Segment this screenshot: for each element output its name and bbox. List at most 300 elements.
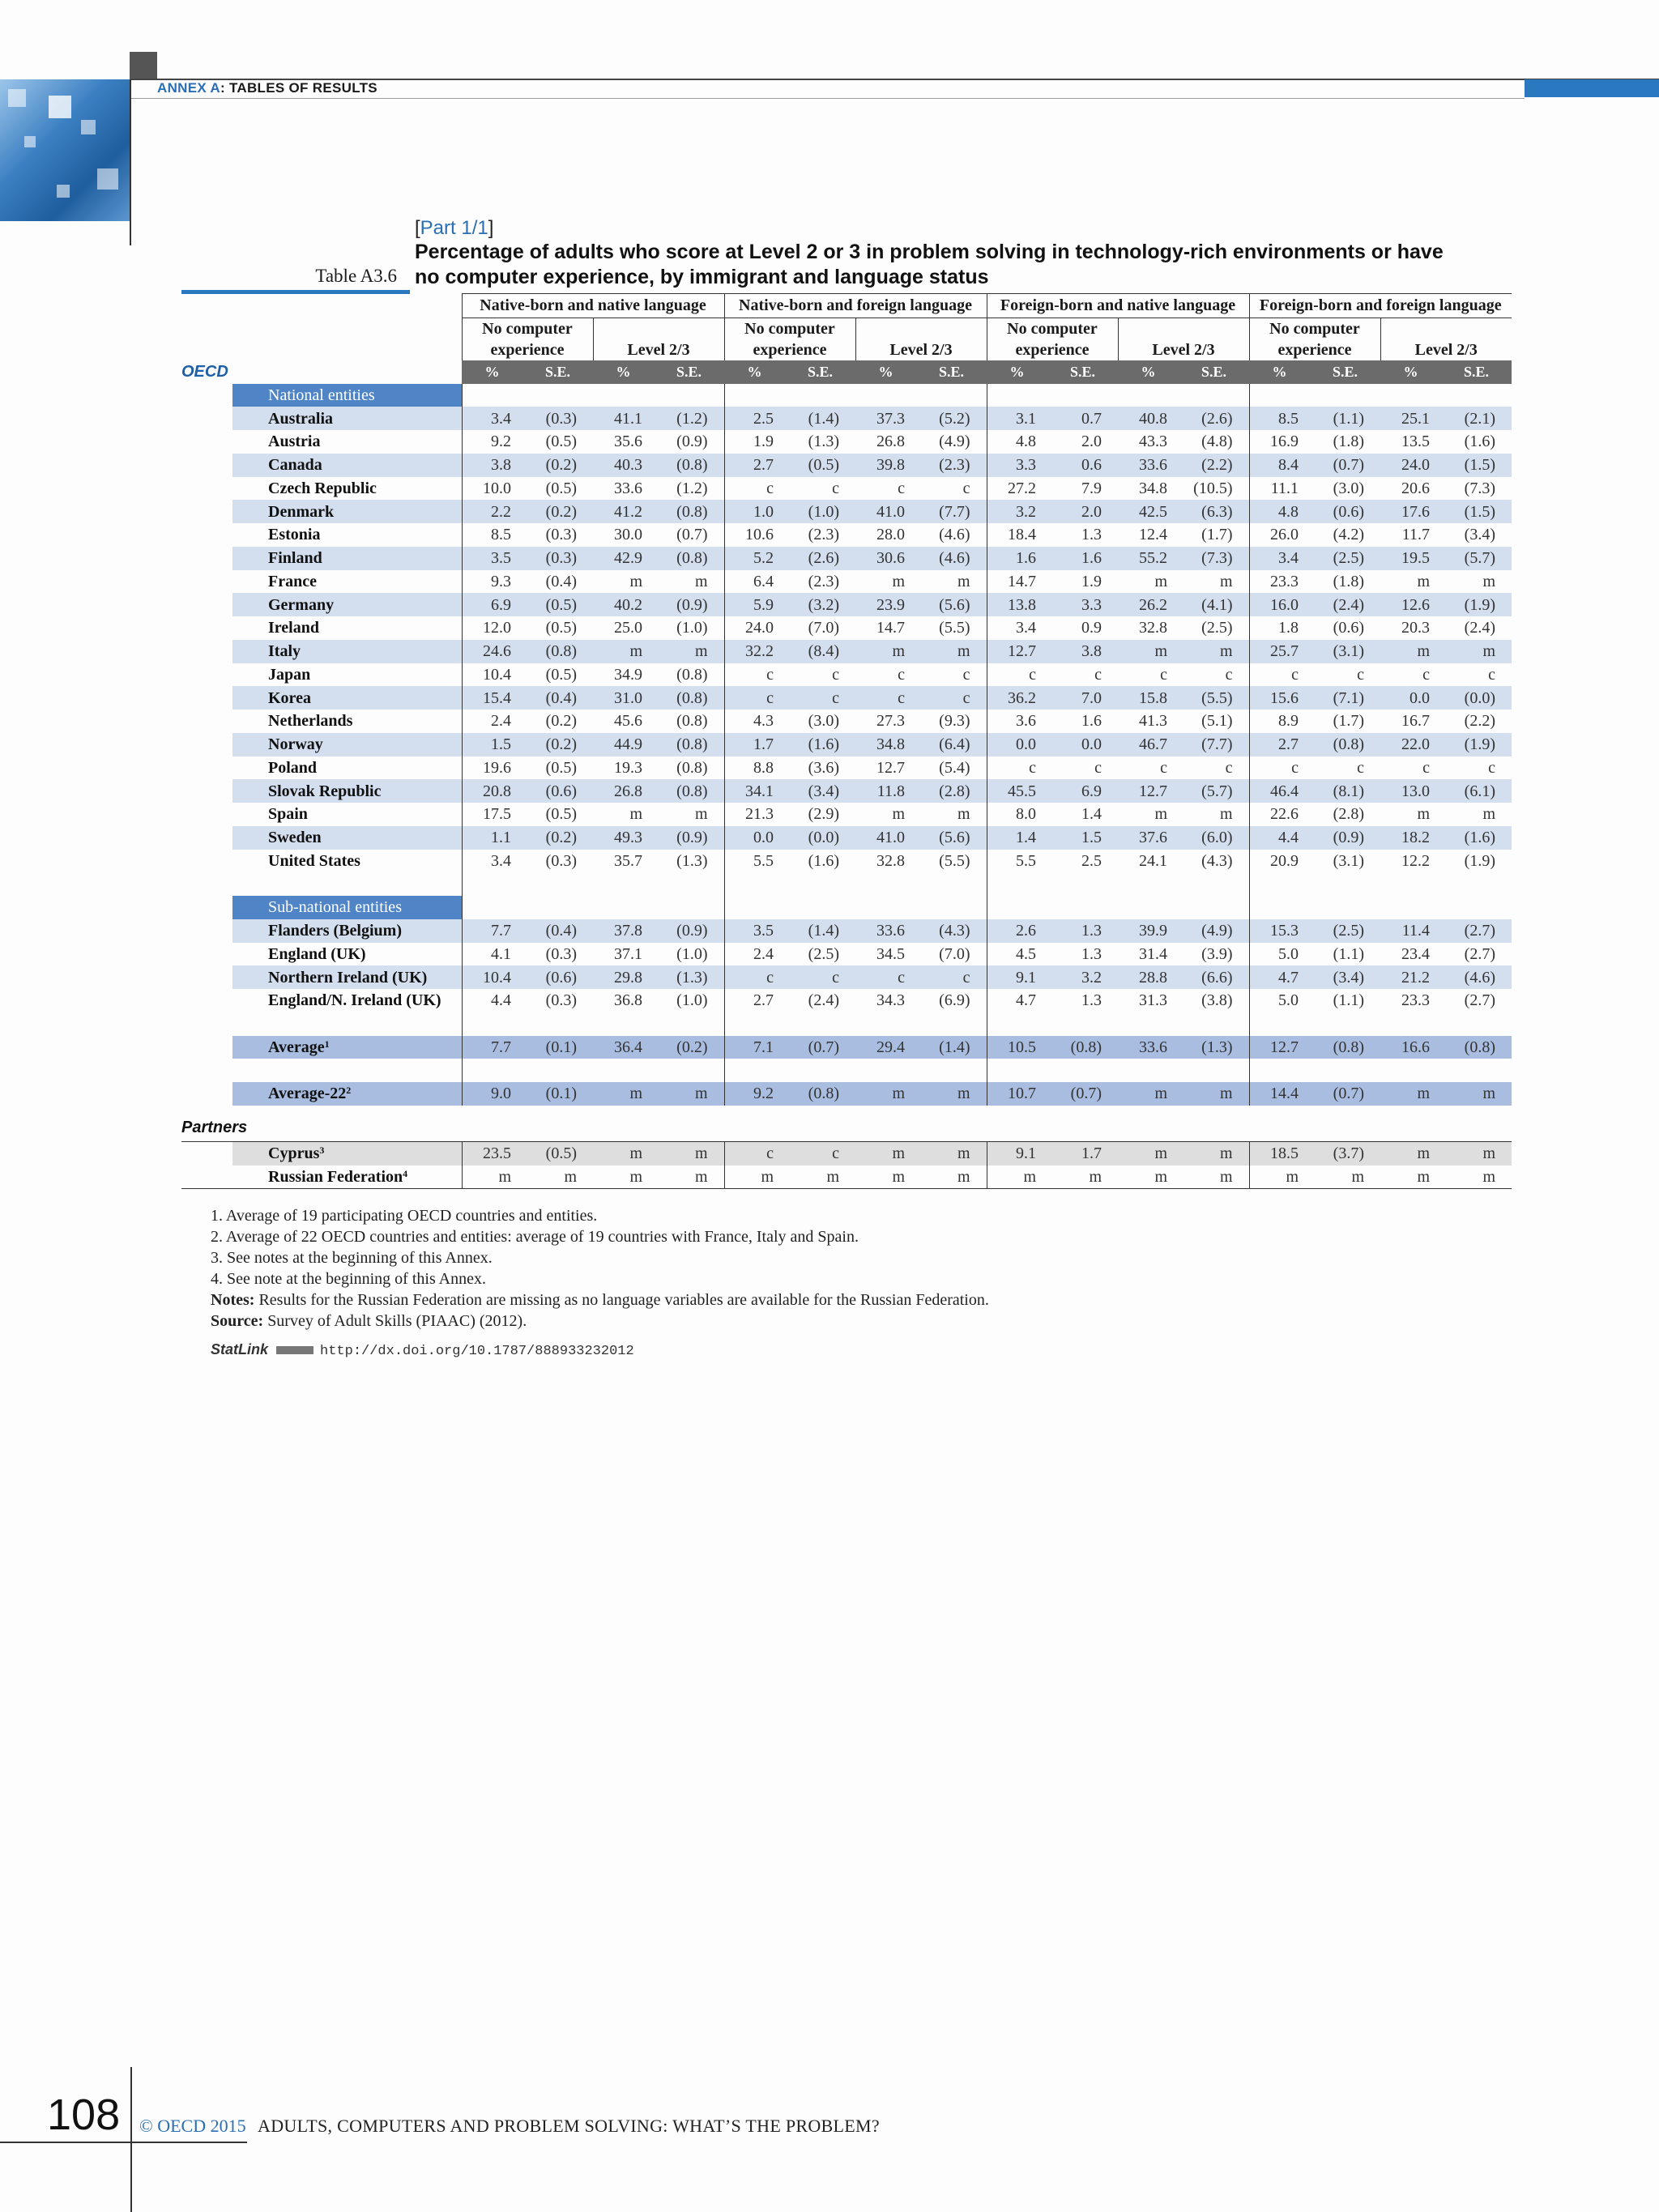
table-cell: m <box>593 1141 654 1165</box>
table-cell: m <box>1380 1082 1441 1106</box>
table-cell: 22.6 <box>1249 803 1310 826</box>
table-cell: 9.1 <box>987 1141 1047 1165</box>
table-cell: 23.5 <box>462 1141 522 1165</box>
table-row <box>181 640 1512 663</box>
table-cell: 23.9 <box>855 593 916 616</box>
table-row <box>181 430 1512 454</box>
table-cell: m <box>1380 1141 1441 1165</box>
statlink-label: StatLink <box>211 1341 269 1357</box>
section-label: Sub-national entities <box>232 896 462 919</box>
table-cell: m <box>855 1082 916 1106</box>
table-cell: c <box>1160 758 1167 777</box>
table-cell: 14.7 <box>987 570 1047 594</box>
group-header: Foreign-born and native language <box>987 294 1249 318</box>
group-header: Native-born and foreign language <box>724 294 987 318</box>
table-cell: 23.3 <box>1401 991 1430 1010</box>
table-cell: m <box>1219 805 1233 824</box>
table-cell: (0.3) <box>545 851 577 870</box>
table-cell: 2.0 <box>1081 433 1102 451</box>
table-cell: (1.6) <box>1441 826 1512 850</box>
table-cell: c <box>1488 758 1495 777</box>
table-cell: (1.9) <box>1441 733 1512 757</box>
annex-title: : TABLES OF RESULTS <box>220 80 377 96</box>
table-cell: m <box>593 1166 654 1189</box>
table-cell: (0.3) <box>522 407 593 430</box>
table-cell: m <box>855 1141 916 1165</box>
table-cell: (0.4) <box>545 572 577 590</box>
table-cell: m <box>1154 805 1167 824</box>
table-row <box>181 593 1512 616</box>
subheader-row <box>181 318 1512 360</box>
table-cell: 1.4 <box>1081 805 1102 824</box>
table-cell: 15.3 <box>1249 919 1310 943</box>
table-cell: 55.2 <box>1118 547 1179 570</box>
results-table <box>181 293 1512 1189</box>
table-cell: 45.6 <box>614 712 642 731</box>
table-cell: 31.0 <box>593 686 654 710</box>
table-cell: m <box>1154 572 1167 590</box>
table-cell: (1.4) <box>785 919 855 943</box>
table-cell: (0.7) <box>1310 1082 1380 1106</box>
percent-unit: % <box>855 360 916 384</box>
source-label: Source: <box>211 1312 264 1330</box>
table-cell: (0.8) <box>654 454 724 477</box>
table-cell: c <box>724 477 785 501</box>
table-row <box>181 1166 1512 1189</box>
table-cell: (1.0) <box>676 619 708 637</box>
subheader: Level 2/3 <box>593 318 724 360</box>
table-cell: c <box>855 686 916 710</box>
table-cell: 9.3 <box>462 570 522 594</box>
table-cell: (6.9) <box>939 991 970 1010</box>
table-cell: 43.3 <box>1139 433 1167 451</box>
table-cell: 42.9 <box>593 547 654 570</box>
table-row <box>181 1141 1512 1165</box>
se-unit: S.E. <box>785 360 855 384</box>
table-cell: 34.9 <box>614 665 642 684</box>
table-cell: 3.6 <box>987 710 1047 733</box>
table-cell: (0.1) <box>522 1082 593 1106</box>
table-cell: (0.7) <box>1047 1082 1118 1106</box>
unit-row <box>181 360 1512 384</box>
table-cell: (1.2) <box>676 479 708 497</box>
table-cell: 30.0 <box>614 526 642 544</box>
table-cell: c <box>987 757 1047 780</box>
table-cell: (2.4) <box>808 991 839 1010</box>
table-cell: 2.6 <box>987 919 1047 943</box>
table-cell: m <box>1118 1141 1179 1165</box>
table-row <box>181 523 1512 547</box>
table-cell: (1.3) <box>676 851 708 870</box>
table-row <box>181 710 1512 733</box>
se-unit: S.E. <box>916 360 987 384</box>
table-cell: 3.3 <box>1047 593 1118 616</box>
table-cell: m <box>629 572 642 590</box>
table-row <box>181 779 1512 803</box>
table-cell: (0.9) <box>654 826 724 850</box>
table-cell: 17.5 <box>462 803 522 826</box>
table-cell: 6.4 <box>724 570 785 594</box>
table-cell: 34.1 <box>724 779 785 803</box>
table-cell: (0.8) <box>1441 1036 1512 1059</box>
table-cell: 36.8 <box>614 991 642 1010</box>
table-cell: (5.4) <box>939 758 970 777</box>
table-cell: 5.2 <box>724 547 785 570</box>
row-label: Russian Federation$^4$ <box>232 1166 462 1189</box>
table-cell: 12.6 <box>1380 593 1441 616</box>
table-cell: 20.3 <box>1401 619 1430 637</box>
percent-unit: % <box>724 360 785 384</box>
table-cell: (1.3) <box>654 965 724 989</box>
table-cell: 2.2 <box>462 500 522 523</box>
table-cell: 3.3 <box>987 454 1047 477</box>
subheader: Level 2/3 <box>1380 318 1512 360</box>
table-cell: 12.2 <box>1401 851 1430 870</box>
table-cell: 18.5 <box>1249 1141 1310 1165</box>
table-cell: (4.3) <box>916 919 987 943</box>
row-label: Finland <box>232 547 462 570</box>
notes-label: Notes: <box>211 1291 255 1309</box>
table-cell: m <box>1310 1166 1380 1189</box>
table-cell: (4.2) <box>1333 526 1364 544</box>
table-cell: 1.7 <box>1047 1141 1118 1165</box>
table-cell: (1.1) <box>1333 991 1364 1010</box>
table-cell: 19.5 <box>1380 547 1441 570</box>
table-cell: m <box>1249 1166 1310 1189</box>
table-cell: 40.8 <box>1118 407 1179 430</box>
table-cell: 20.6 <box>1401 479 1430 497</box>
table-cell: (0.8) <box>1310 733 1380 757</box>
table-cell: (0.6) <box>522 965 593 989</box>
table-cell: (5.1) <box>1201 712 1233 731</box>
table-cell: 25.0 <box>614 619 642 637</box>
table-cell: m <box>694 805 708 824</box>
table-cell: 26.0 <box>1249 523 1310 547</box>
table-cell: 2.4 <box>462 710 522 733</box>
table-cell: (0.5) <box>545 479 577 497</box>
table-cell: 10.5 <box>987 1036 1047 1059</box>
table-cell: 36.2 <box>987 686 1047 710</box>
table-cell: m <box>1047 1166 1118 1189</box>
row-label: Japan <box>268 665 311 684</box>
table-cell: m <box>855 640 916 663</box>
table-cell: (0.2) <box>522 826 593 850</box>
table-cell: (2.9) <box>808 805 839 824</box>
table-cell: 10.6 <box>724 523 785 547</box>
part-label: Part 1/1 <box>420 217 488 239</box>
table-row <box>181 943 1512 966</box>
table-cell: (0.6) <box>1310 500 1380 523</box>
table-cell: m <box>654 1082 724 1106</box>
table-cell: 2.0 <box>1047 500 1118 523</box>
table-cell: (0.8) <box>1310 1036 1380 1059</box>
table-row <box>181 547 1512 570</box>
header-rule-lower <box>131 98 1525 99</box>
table-cell: c <box>962 665 970 684</box>
table-cell: 2.4 <box>724 943 785 966</box>
table-cell: (6.0) <box>1179 826 1249 850</box>
table-cell: 12.0 <box>462 616 522 640</box>
table-cell: 32.2 <box>724 640 785 663</box>
table-cell: 8.8 <box>724 757 785 780</box>
table-cell: 6.9 <box>462 593 522 616</box>
table-cell: (1.2) <box>654 407 724 430</box>
table-cell: 1.3 <box>1047 919 1118 943</box>
table-cell: 41.0 <box>855 500 916 523</box>
table-cell: (0.9) <box>654 593 724 616</box>
table-cell: 25.1 <box>1380 407 1441 430</box>
table-cell: m <box>1380 1166 1441 1189</box>
table-cell: m <box>1179 1166 1249 1189</box>
table-cell: 8.5 <box>1249 407 1310 430</box>
table-cell: m <box>522 1166 593 1189</box>
source-line <box>211 1311 989 1332</box>
table-cell: 13.5 <box>1401 433 1430 451</box>
table-cell: 6.9 <box>1047 779 1118 803</box>
table-cell: 3.8 <box>1047 640 1118 663</box>
table-row <box>181 919 1512 943</box>
table-cell: (1.5) <box>1441 454 1512 477</box>
table-cell: m <box>987 1166 1047 1189</box>
table-cell: 14.7 <box>876 619 905 637</box>
source-text: Survey of Adult Skills (PIAAC) (2012). <box>263 1312 527 1330</box>
table-cell: (1.0) <box>785 500 855 523</box>
table-cell: 41.0 <box>855 826 916 850</box>
section-label: National entities <box>232 384 462 407</box>
table-cell: 41.3 <box>1139 712 1167 731</box>
table-cell: (3.4) <box>785 779 855 803</box>
table-cell: (1.8) <box>1333 572 1364 590</box>
table-cell: 4.7 <box>987 989 1047 1012</box>
row-label: Denmark <box>232 500 462 523</box>
table-cell: (0.2) <box>545 712 577 731</box>
table-cell: c <box>1160 665 1167 684</box>
table-cell: (7.7) <box>1179 733 1249 757</box>
table-cell: 18.2 <box>1380 826 1441 850</box>
table-cell: (6.6) <box>1179 965 1249 989</box>
table-cell: 12.7 <box>1249 1036 1310 1059</box>
table-cell: (2.1) <box>1441 407 1512 430</box>
subheader: No computer experience <box>724 318 855 360</box>
table-cell: (0.8) <box>654 733 724 757</box>
table-cell: (2.8) <box>1333 805 1364 824</box>
subheader: No computer experience <box>1249 318 1380 360</box>
table-cell: 33.6 <box>1118 454 1179 477</box>
page-number: 108 <box>47 2091 121 2139</box>
table-cell: (1.6) <box>808 851 839 870</box>
table-cell: 0.0 <box>987 733 1047 757</box>
table-cell: (1.3) <box>1179 1036 1249 1059</box>
table-cell: 16.6 <box>1380 1036 1441 1059</box>
table-cell: 4.7 <box>1249 965 1310 989</box>
table-cell: (9.3) <box>939 712 970 731</box>
table-cell: (6.1) <box>1441 779 1512 803</box>
table-cell: (0.3) <box>545 991 577 1010</box>
table-cell: c <box>1422 758 1430 777</box>
table-cell: m <box>654 1141 724 1165</box>
table-cell: m <box>916 1141 987 1165</box>
table-cell: (3.1) <box>1333 851 1364 870</box>
statlink[interactable] <box>211 1341 634 1359</box>
table-cell: (0.2) <box>654 1036 724 1059</box>
se-unit: S.E. <box>1310 360 1380 384</box>
table-cell: (2.5) <box>1201 619 1233 637</box>
table-cell: (4.6) <box>916 547 987 570</box>
table-cell: (0.9) <box>1310 826 1380 850</box>
percent-unit: % <box>987 360 1047 384</box>
table-cell: c <box>1357 665 1364 684</box>
table-cell: 27.2 <box>987 477 1047 501</box>
table-cell: c <box>832 479 839 497</box>
table-cell: c <box>724 686 785 710</box>
table-cell: 42.5 <box>1118 500 1179 523</box>
row-label: Sweden <box>232 826 462 850</box>
table-cell: 2.5 <box>724 407 785 430</box>
table-cell: m <box>1179 640 1249 663</box>
table-cell: m <box>916 640 987 663</box>
table-cell: c <box>785 686 855 710</box>
copyright: © OECD 2015 <box>139 2116 246 2136</box>
table-cell: (2.2) <box>1179 454 1249 477</box>
table-cell: 22.0 <box>1380 733 1441 757</box>
table-cell: (0.5) <box>545 619 577 637</box>
table-cell: m <box>1441 640 1512 663</box>
table-cell: m <box>1441 1141 1512 1165</box>
table-cell: 32.8 <box>876 851 905 870</box>
table-cell: (2.7) <box>1464 944 1495 963</box>
table-cell: 28.0 <box>876 526 905 544</box>
row-label: Australia <box>232 407 462 430</box>
table-cell: 33.6 <box>1118 1036 1179 1059</box>
table-cell: (3.6) <box>808 758 839 777</box>
table-cell: c <box>1094 665 1102 684</box>
table-cell: m <box>1118 1082 1179 1106</box>
table-cell: 7.7 <box>462 1036 522 1059</box>
table-cell: m <box>462 1166 522 1189</box>
table-row <box>181 989 1512 1012</box>
table-cell: m <box>855 1166 916 1189</box>
table-cell: (2.5) <box>1310 919 1380 943</box>
table-cell: m <box>1417 572 1430 590</box>
table-cell: 33.6 <box>855 919 916 943</box>
spacer-row <box>181 872 1512 896</box>
table-row <box>181 500 1512 523</box>
table-cell: (0.7) <box>785 1036 855 1059</box>
table-cell: (1.3) <box>808 433 839 451</box>
se-unit: S.E. <box>1179 360 1249 384</box>
table-cell: 40.3 <box>593 454 654 477</box>
table-cell: (3.0) <box>1333 479 1364 497</box>
table-row <box>181 733 1512 757</box>
statlink-url[interactable]: http://dx.doi.org/10.1787/888933232012 <box>320 1344 634 1359</box>
table-cell: c <box>987 663 1047 687</box>
table-cell: 31.3 <box>1139 991 1167 1010</box>
table-cell: (2.4) <box>1310 593 1380 616</box>
table-cell: (1.0) <box>676 991 708 1010</box>
table-cell: 24.0 <box>724 616 785 640</box>
table-cell: 28.8 <box>1118 965 1179 989</box>
table-cell: 1.5 <box>1047 826 1118 850</box>
table-cell: (1.8) <box>1333 433 1364 451</box>
table-cell: (0.5) <box>545 758 577 777</box>
table-row <box>181 407 1512 430</box>
table-cell: (0.6) <box>1333 619 1364 637</box>
table-cell: (1.4) <box>785 407 855 430</box>
part-indicator: [Part 1/1] <box>415 217 494 239</box>
table-cell: 23.3 <box>1249 570 1310 594</box>
table-cell: 5.0 <box>1249 989 1310 1012</box>
table-cell: 10.0 <box>462 477 522 501</box>
table-cell: 31.4 <box>1139 944 1167 963</box>
table-cell: (5.7) <box>1441 547 1512 570</box>
table-cell: 25.7 <box>1249 640 1310 663</box>
table-cell: (3.2) <box>785 593 855 616</box>
table-cell: (4.6) <box>939 526 970 544</box>
row-label: Germany <box>232 593 462 616</box>
row-label: England/N. Ireland (UK) <box>268 991 441 1010</box>
table-cell: 10.4 <box>462 965 522 989</box>
table-number: Table A3.6 <box>315 266 397 286</box>
table-cell: 35.7 <box>614 851 642 870</box>
table-cell: m <box>694 572 708 590</box>
table-cell: 36.4 <box>593 1036 654 1059</box>
header-accent-bar <box>1525 79 1659 97</box>
table-cell: (2.6) <box>785 547 855 570</box>
table-cell: (7.7) <box>916 500 987 523</box>
footnote: 4. See note at the beginning of this Annex. <box>211 1270 486 1288</box>
table-cell: c <box>1249 757 1310 780</box>
table-cell: 21.2 <box>1380 965 1441 989</box>
table-cell: m <box>724 1166 785 1189</box>
table-cell: 12.7 <box>1118 779 1179 803</box>
table-cell: c <box>916 965 987 989</box>
row-label: France <box>268 572 317 590</box>
table-cell: (0.8) <box>785 1082 855 1106</box>
table-cell: 12.7 <box>987 640 1047 663</box>
annex-prefix: ANNEX A <box>157 80 220 96</box>
table-cell: 24.1 <box>1139 851 1167 870</box>
table-cell: 10.7 <box>987 1082 1047 1106</box>
table-cell: (0.6) <box>522 779 593 803</box>
table-cell: (0.3) <box>545 526 577 544</box>
se-unit: S.E. <box>1441 360 1512 384</box>
table-cell: (7.0) <box>808 619 839 637</box>
table-row <box>181 616 1512 640</box>
se-unit: S.E. <box>654 360 724 384</box>
table-cell: m <box>1179 1141 1249 1165</box>
table-cell: 27.3 <box>876 712 905 731</box>
table-cell: (0.3) <box>545 944 577 963</box>
table-cell: m <box>1118 640 1179 663</box>
table-cell: (7.1) <box>1310 686 1380 710</box>
table-cell: (5.5) <box>939 851 970 870</box>
table-cell: 0.0 <box>1047 733 1118 757</box>
subheader: Level 2/3 <box>1118 318 1249 360</box>
table-cell: 8.9 <box>1249 710 1310 733</box>
table-cell: 4.4 <box>1249 826 1310 850</box>
table-cell: c <box>1249 663 1310 687</box>
table-cell: (0.8) <box>676 712 708 731</box>
subheader: No computer experience <box>462 318 593 360</box>
partners-label: Partners <box>181 1118 248 1136</box>
row-label: Average$^1$ <box>232 1036 462 1059</box>
table-row <box>181 757 1512 780</box>
table-cell: (5.2) <box>916 407 987 430</box>
table-cell: 9.0 <box>462 1082 522 1106</box>
table-cell: c <box>1488 665 1495 684</box>
table-cell: (0.0) <box>785 826 855 850</box>
table-cell: (0.5) <box>545 433 577 451</box>
